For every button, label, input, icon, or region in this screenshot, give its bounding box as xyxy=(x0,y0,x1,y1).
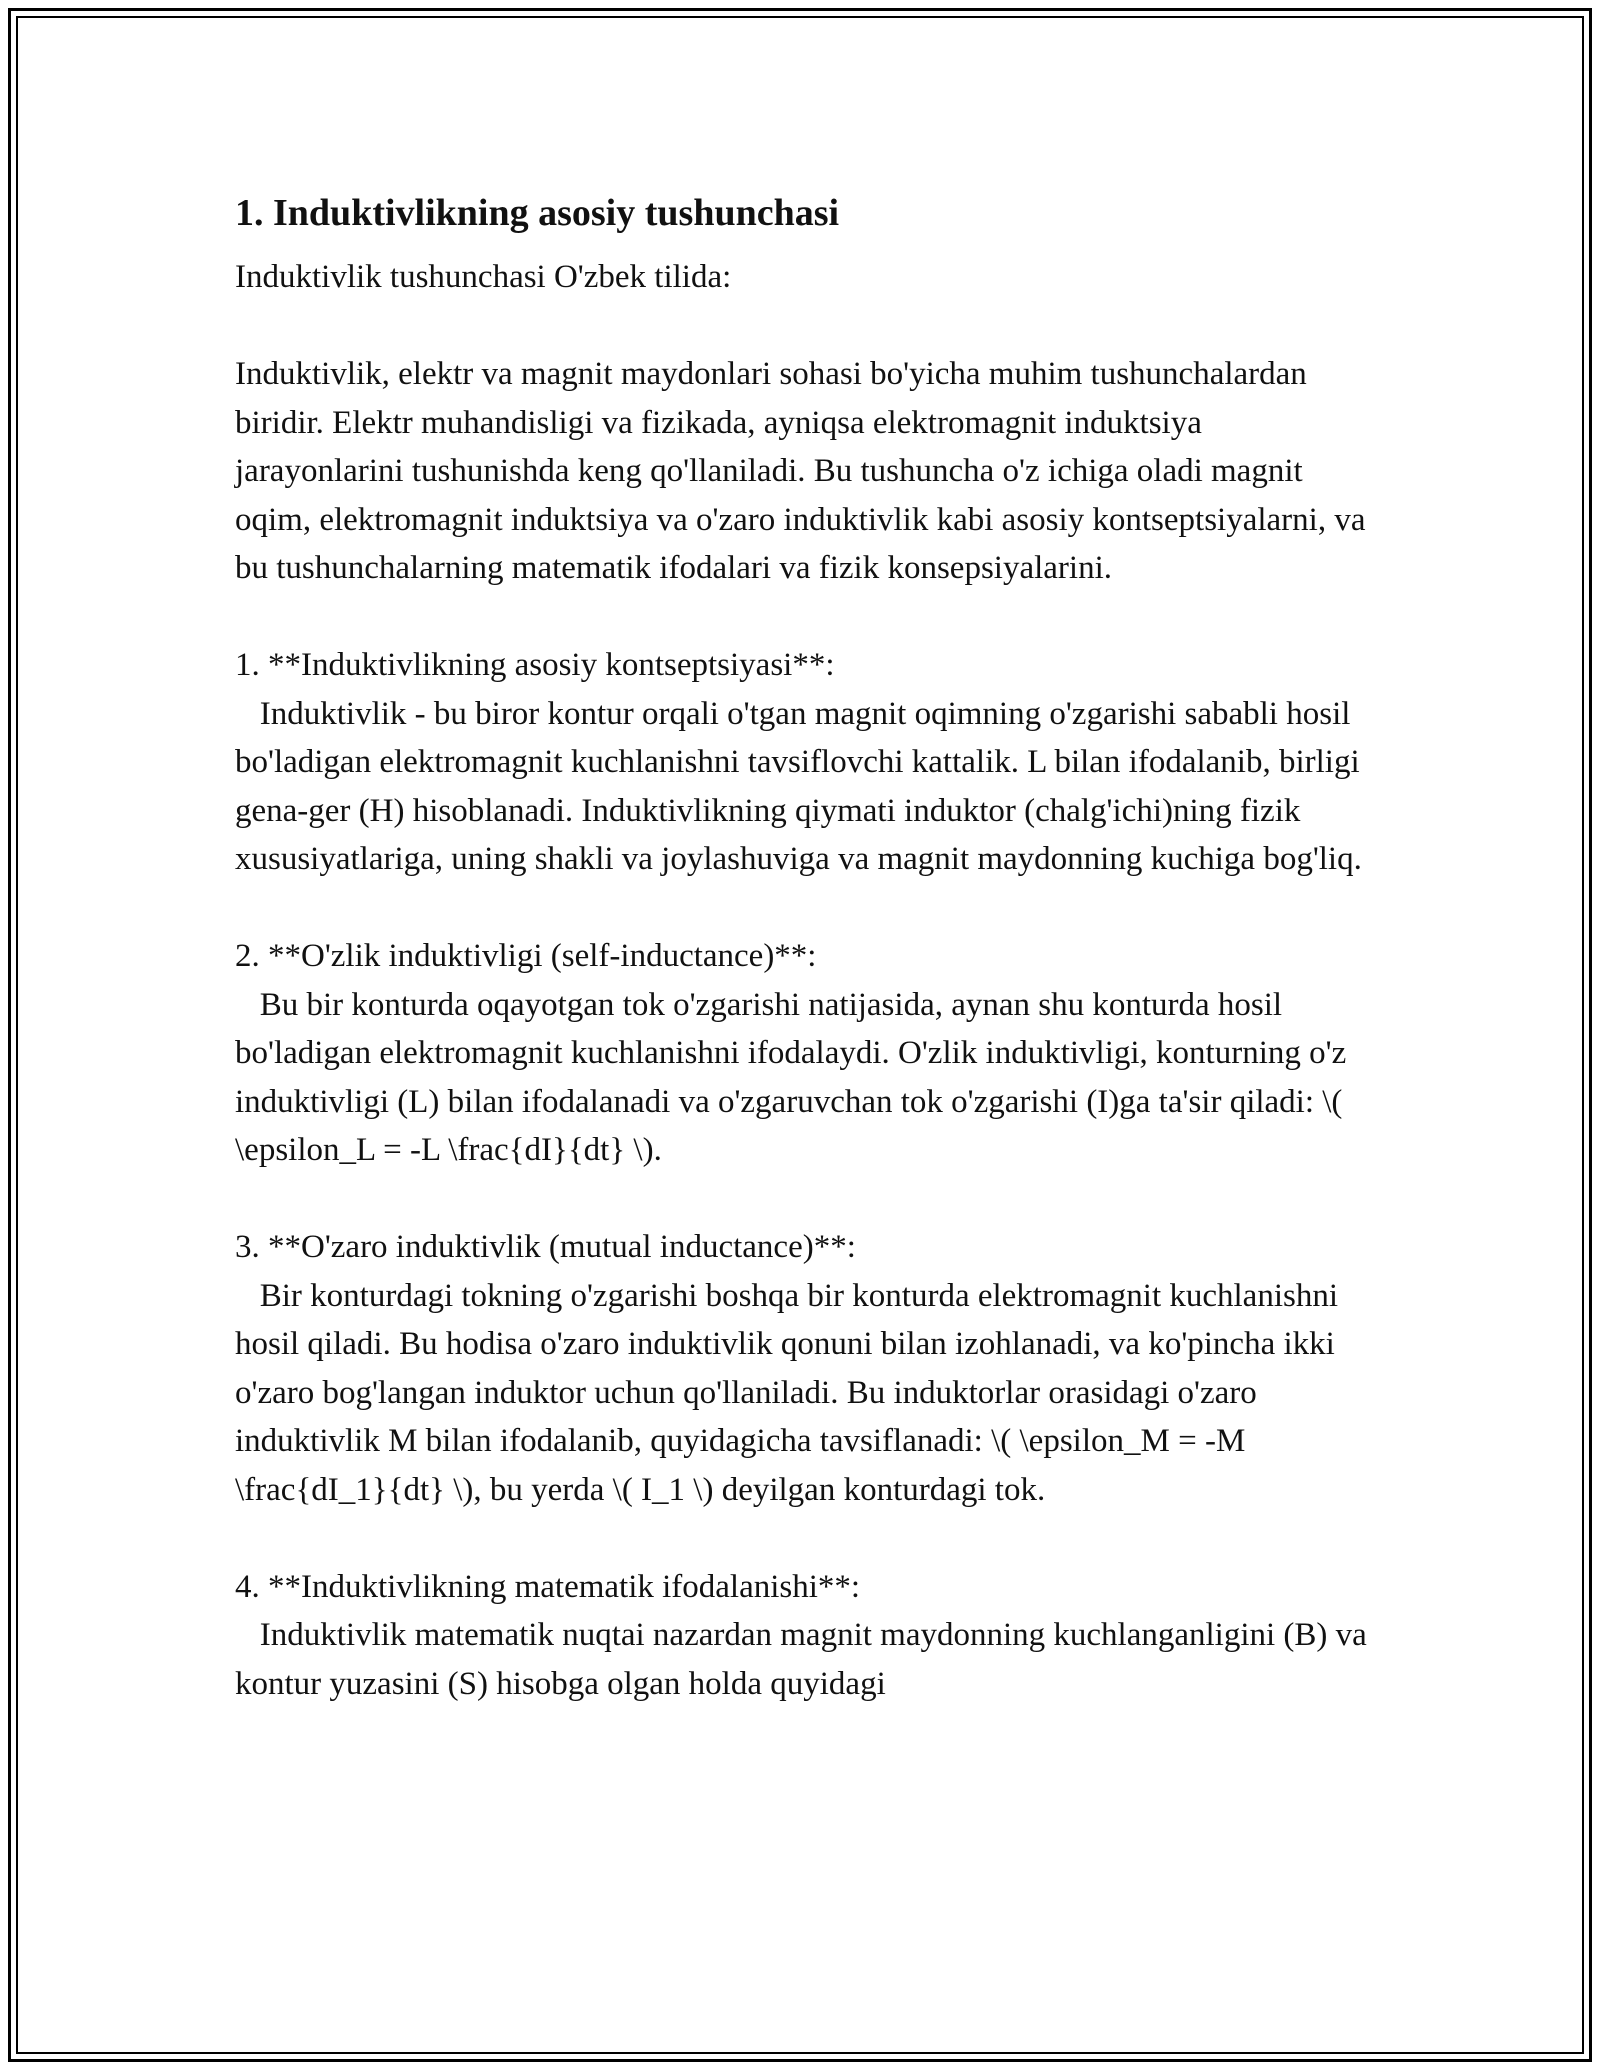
paragraph-gap xyxy=(235,884,1370,933)
paragraph-gap xyxy=(235,302,1370,351)
page-title: 1. Induktivlikning asosiy tushunchasi xyxy=(235,192,840,234)
section-body: Bu bir konturda oqayotgan tok o'zgarishi natijasida, aynan shu konturda hosil bo'ladigan elektromagnit kuchlanishni ifodalaydi. O'zlik induktivligi, konturning o'z induktivligi (L) bilan ifodalanadi va o'zgaruvchan tok o'zgarishi (I)ga ta'sir qiladi: \( \epsilon_L = -L \frac{dI}{dt} \). xyxy=(235,986,1355,1168)
paragraph-gap xyxy=(235,1175,1370,1224)
section-body: Induktivlik - bu biror kontur orqali o'tgan magnit oqimning o'zgarishi sababli hosil bo'ladigan elektromagnit kuchlanishni tavsiflovchi kattalik. L bilan ifodalanib, birligi gena-ger (H) hisoblanadi. Induktivlikning qiymati induktor (chalg'ichi)ning fizik xususiyatlariga, uning shakli va joylashuviga va magnit maydonning kuchiga bog'liq. xyxy=(235,695,1368,877)
section-2 xyxy=(235,932,1370,1175)
paragraph-gap xyxy=(235,1514,1370,1563)
section-title: 2. **O'zlik induktivligi (self-inductance)**: xyxy=(235,938,817,974)
document-body xyxy=(235,185,1376,1708)
section-body: Bir konturdagi tokning o'zgarishi boshqa bir konturda elektromagnit kuchlanishni hosil qiladi. Bu hodisa o'zaro induktivlik qonuni bilan izohlanadi, va ko'pincha ikki o'zaro bog'langan induktor uchun qo'llaniladi. Bu induktorlar orasidagi o'zaro induktivlik M bilan ifodalanib, quyidagicha tavsiflanadi: \( \epsilon_M = -M \frac{dI_1}{dt} \), bu yerda \( I_1 \) deyilgan konturdagi tok. xyxy=(235,1277,1347,1508)
section-3 xyxy=(235,1223,1370,1514)
section-1 xyxy=(235,641,1370,884)
intro-paragraph: Induktivlik, elektr va magnit maydonlari sohasi bo'yicha muhim tushunchalardan biridir. Elektr muhandisligi va fizikada, ayniqsa elektromagnit induktsiya jarayonlarini tushunishda keng qo'llaniladi. Bu tushuncha o'z ichiga oladi magnit oqim, elektromagnit induktsiya va o'zaro induktivlik kabi asosiy kontseptsiyalarni, va bu tushunchalarning matematik ifodalari va fizik konsepsiyalarini. xyxy=(235,356,1374,586)
section-title: 4. **Induktivlikning matematik ifodalanishi**: xyxy=(235,1568,861,1605)
paragraph-gap xyxy=(235,593,1370,642)
intro-label: Induktivlik tushunchasi O'zbek tilida: xyxy=(235,259,732,295)
section-title: 3. **O'zaro induktivlik (mutual inductance)**: xyxy=(235,1229,856,1265)
section-4 xyxy=(235,1563,1376,1709)
section-title: 1. **Induktivlikning asosiy kontseptsiyasi**: xyxy=(235,647,835,683)
section-body: Induktivlik matematik nuqtai nazardan magnit maydonning kuchlanganligini (B) va kontur yuzasini (S) hisobga olgan holda quyidagi xyxy=(235,1617,1376,1702)
